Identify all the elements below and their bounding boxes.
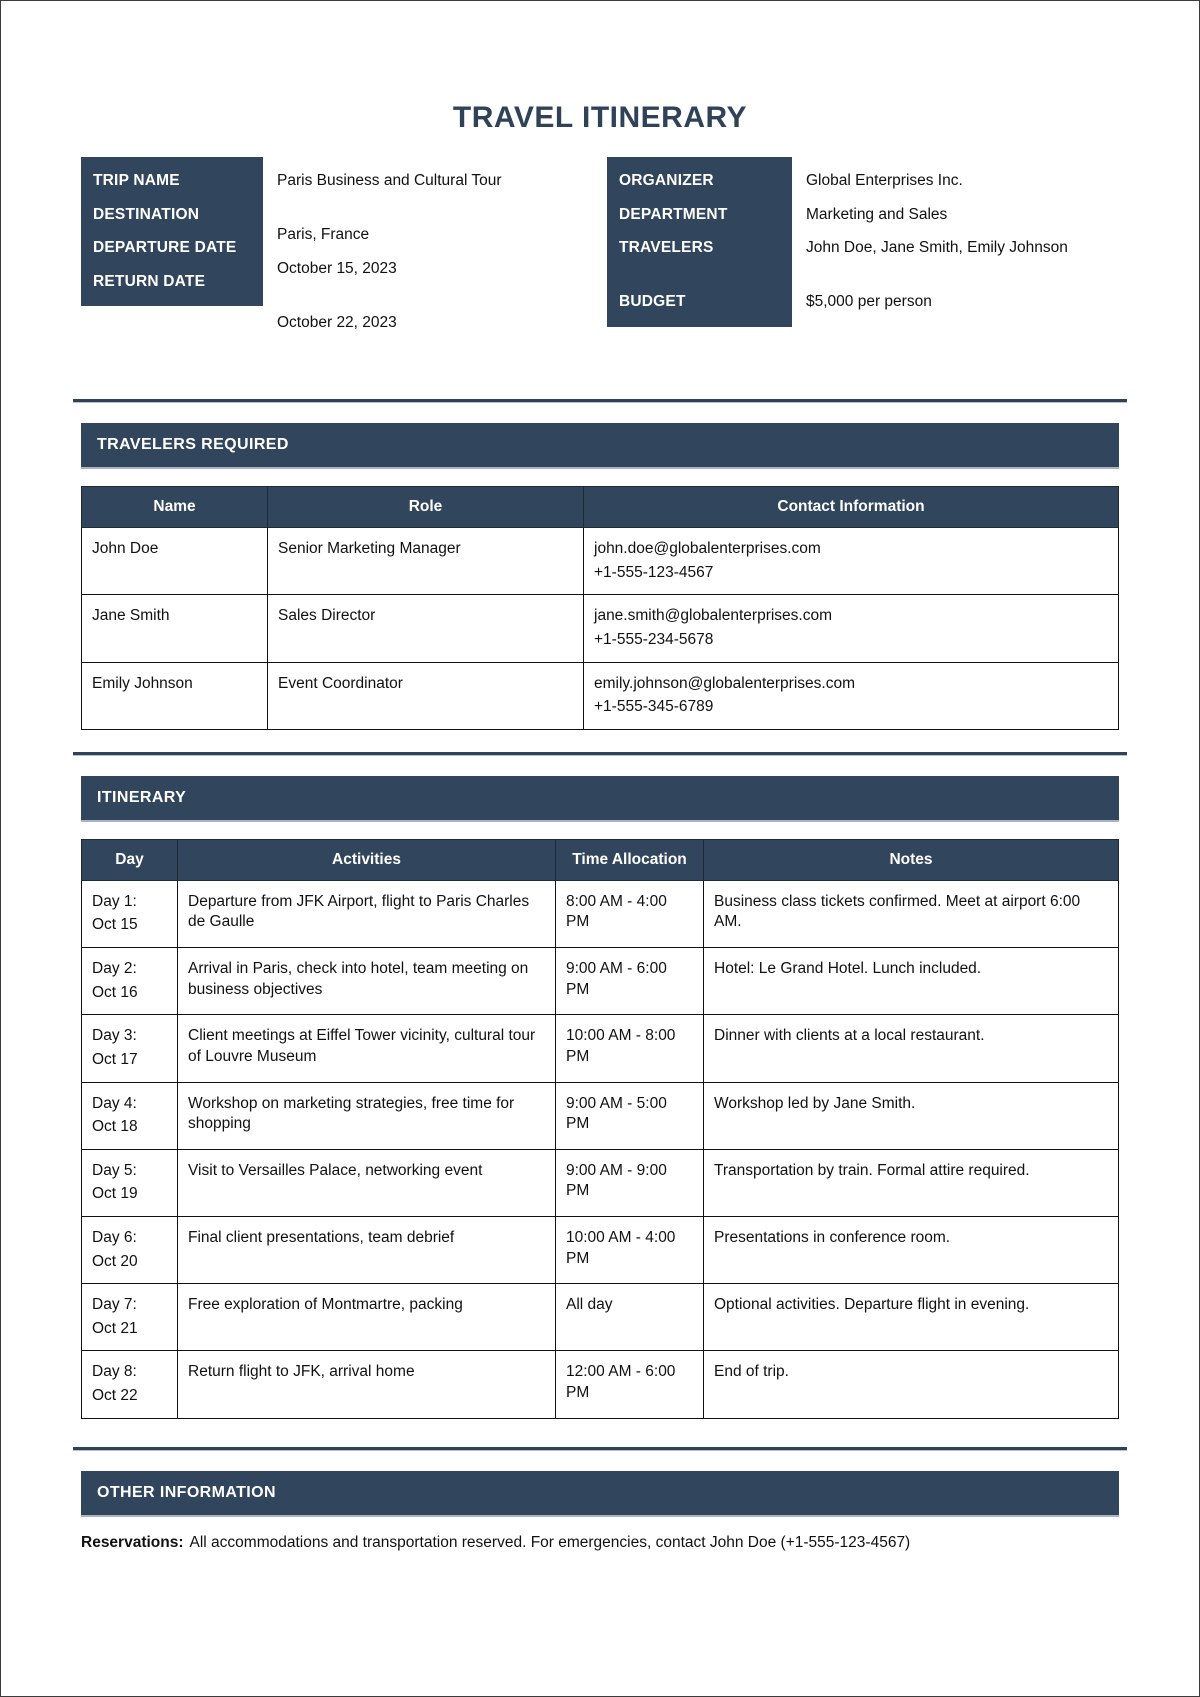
day-number: Day 5: xyxy=(92,1161,137,1179)
itinerary-activities: Client meetings at Eiffel Tower vicinity, cultural tour of Louvre Museum xyxy=(178,1015,556,1082)
travelers-section-heading: TRAVELERS REQUIRED xyxy=(81,423,1119,469)
label-return-date: RETURN DATE xyxy=(93,272,206,290)
page-title: TRAVEL ITINERARY xyxy=(452,101,748,134)
itinerary-time: 9:00 AM - 9:00 PM xyxy=(556,1149,704,1216)
traveler-email: emily.johnson@globalenterprises.com xyxy=(594,674,855,692)
table-row xyxy=(82,1015,1119,1082)
trip-info-right-values xyxy=(792,157,1119,327)
column-header-day: Day xyxy=(82,839,178,880)
day-number: Day 4: xyxy=(92,1094,137,1112)
column-header-activities: Activities xyxy=(178,839,556,880)
label-organizer: ORGANIZER xyxy=(619,172,714,189)
itinerary-notes: Dinner with clients at a local restaurant. xyxy=(704,1015,1119,1082)
day-date: Oct 22 xyxy=(92,1387,138,1405)
day-date: Oct 15 xyxy=(92,916,138,934)
traveler-email: john.doe@globalenterprises.com xyxy=(594,540,821,558)
itinerary-table-body xyxy=(82,880,1119,1418)
trip-info-left-block xyxy=(81,157,593,347)
value-destination: Paris, France xyxy=(277,226,370,243)
day-date: Oct 17 xyxy=(92,1050,138,1068)
other-item-text: All accommodations and transportation reserved. For emergencies, contact John Doe (+1-555-123-4567) xyxy=(189,1533,911,1551)
column-header-time: Time Allocation xyxy=(556,839,704,880)
itinerary-notes: Hotel: Le Grand Hotel. Lunch included. xyxy=(704,948,1119,1015)
spacer-3 xyxy=(81,469,1119,486)
itinerary-section-heading: ITINERARY xyxy=(81,776,1119,822)
itinerary-section xyxy=(1,756,1199,1419)
table-row xyxy=(82,662,1119,729)
table-row xyxy=(82,1082,1119,1149)
itinerary-time: All day xyxy=(556,1284,704,1351)
day-date: Oct 16 xyxy=(92,983,138,1001)
travelers-table-header-row xyxy=(82,487,1119,528)
trip-info-right-block xyxy=(607,157,1119,327)
itinerary-activities: Workshop on marketing strategies, free time for shopping xyxy=(178,1082,556,1149)
itinerary-day xyxy=(82,1351,178,1418)
itinerary-time: 8:00 AM - 4:00 PM xyxy=(556,880,704,947)
value-return-date: October 22, 2023 xyxy=(277,313,397,331)
traveler-phone: +1-555-234-5678 xyxy=(594,631,714,649)
other-item-term: Reservations: xyxy=(81,1533,184,1551)
traveler-role: Event Coordinator xyxy=(268,662,584,729)
itinerary-activities: Visit to Versailles Palace, networking event xyxy=(178,1149,556,1216)
itinerary-time: 9:00 AM - 6:00 PM xyxy=(556,948,704,1015)
label-travelers: TRAVELERS xyxy=(619,239,714,257)
day-number: Day 1: xyxy=(92,892,137,910)
day-number: Day 3: xyxy=(92,1027,137,1045)
column-header-notes: Notes xyxy=(704,839,1119,880)
day-number: Day 8: xyxy=(92,1363,137,1381)
spacer-1 xyxy=(1,347,1199,399)
table-row xyxy=(82,1149,1119,1216)
day-date: Oct 18 xyxy=(92,1118,138,1136)
day-number: Day 2: xyxy=(92,960,137,978)
itinerary-time: 10:00 AM - 4:00 PM xyxy=(556,1216,704,1283)
traveler-phone: +1-555-345-6789 xyxy=(594,698,714,716)
itinerary-table xyxy=(81,839,1119,1419)
traveler-contact xyxy=(584,662,1119,729)
traveler-contact xyxy=(584,528,1119,595)
other-information-heading: OTHER INFORMATION xyxy=(81,1471,1119,1517)
trip-info-right-labels xyxy=(607,157,792,327)
spacer-4 xyxy=(1,730,1199,752)
traveler-name: Emily Johnson xyxy=(82,662,268,729)
traveler-name: Jane Smith xyxy=(82,595,268,662)
itinerary-activities: Final client presentations, team debrief xyxy=(178,1216,556,1283)
table-row xyxy=(82,1284,1119,1351)
itinerary-table-header-row xyxy=(82,839,1119,880)
itinerary-activities: Free exploration of Montmartre, packing xyxy=(178,1284,556,1351)
travelers-table xyxy=(81,486,1119,730)
itinerary-day xyxy=(82,1149,178,1216)
value-budget: $5,000 per person xyxy=(806,293,932,311)
label-destination: DESTINATION xyxy=(93,205,200,223)
label-budget: BUDGET xyxy=(619,293,686,311)
traveler-name: John Doe xyxy=(82,528,268,595)
traveler-email: jane.smith@globalenterprises.com xyxy=(594,607,833,625)
label-trip-name: TRIP NAME xyxy=(93,172,180,189)
itinerary-notes: Transportation by train. Formal attire required. xyxy=(704,1149,1119,1216)
itinerary-notes: Workshop led by Jane Smith. xyxy=(704,1082,1119,1149)
itinerary-notes: Business class tickets confirmed. Meet at airport 6:00 AM. xyxy=(704,880,1119,947)
day-date: Oct 21 xyxy=(92,1319,138,1337)
traveler-role: Senior Marketing Manager xyxy=(268,528,584,595)
column-header-role: Role xyxy=(268,487,584,528)
day-date: Oct 20 xyxy=(92,1252,138,1270)
itinerary-time: 12:00 AM - 6:00 PM xyxy=(556,1351,704,1418)
itinerary-activities: Arrival in Paris, check into hotel, team meeting on business objectives xyxy=(178,948,556,1015)
itinerary-notes: Presentations in conference room. xyxy=(704,1216,1119,1283)
itinerary-notes: Optional activities. Departure flight in evening. xyxy=(704,1284,1119,1351)
label-departure-date: DEPARTURE DATE xyxy=(93,239,237,257)
table-row xyxy=(82,880,1119,947)
itinerary-notes: End of trip. xyxy=(704,1351,1119,1418)
column-header-contact: Contact Information xyxy=(584,487,1119,528)
itinerary-day xyxy=(82,1015,178,1082)
day-number: Day 6: xyxy=(92,1228,137,1246)
itinerary-day xyxy=(82,1284,178,1351)
value-departure-date: October 15, 2023 xyxy=(277,259,397,277)
trip-info-left-labels xyxy=(81,157,263,306)
other-information-section xyxy=(1,1451,1199,1554)
itinerary-activities: Return flight to JFK, arrival home xyxy=(178,1351,556,1418)
spacer-7 xyxy=(1,1419,1199,1447)
value-travelers: John Doe, Jane Smith, Emily Johnson xyxy=(806,239,1068,257)
page-content xyxy=(1,1,1199,347)
value-organizer: Global Enterprises Inc. xyxy=(806,172,963,189)
day-date: Oct 19 xyxy=(92,1185,138,1203)
table-row xyxy=(82,528,1119,595)
traveler-phone: +1-555-123-4567 xyxy=(594,563,714,581)
itinerary-day xyxy=(82,1216,178,1283)
trip-info-left-values xyxy=(263,157,593,347)
table-row xyxy=(82,595,1119,662)
traveler-contact xyxy=(584,595,1119,662)
day-number: Day 7: xyxy=(92,1296,137,1314)
itinerary-time: 10:00 AM - 8:00 PM xyxy=(556,1015,704,1082)
value-department: Marketing and Sales xyxy=(806,205,948,223)
traveler-role: Sales Director xyxy=(268,595,584,662)
column-header-name: Name xyxy=(82,487,268,528)
table-row xyxy=(82,948,1119,1015)
list-item xyxy=(81,1533,1119,1554)
value-trip-name: Paris Business and Cultural Tour xyxy=(277,172,502,189)
spacer-6 xyxy=(81,822,1119,839)
itinerary-day xyxy=(82,1082,178,1149)
table-row xyxy=(82,1216,1119,1283)
other-information-list xyxy=(81,1517,1119,1554)
trip-info-row xyxy=(81,157,1119,347)
itinerary-time: 9:00 AM - 5:00 PM xyxy=(556,1082,704,1149)
itinerary-day xyxy=(82,880,178,947)
spacer-5 xyxy=(81,756,1119,776)
table-row xyxy=(82,1351,1119,1418)
itinerary-day xyxy=(82,948,178,1015)
travelers-section xyxy=(1,403,1199,730)
label-department: DEPARTMENT xyxy=(619,205,728,223)
spacer-8 xyxy=(81,1451,1119,1471)
itinerary-activities: Departure from JFK Airport, flight to Paris Charles de Gaulle xyxy=(178,880,556,947)
spacer-2 xyxy=(81,403,1119,423)
